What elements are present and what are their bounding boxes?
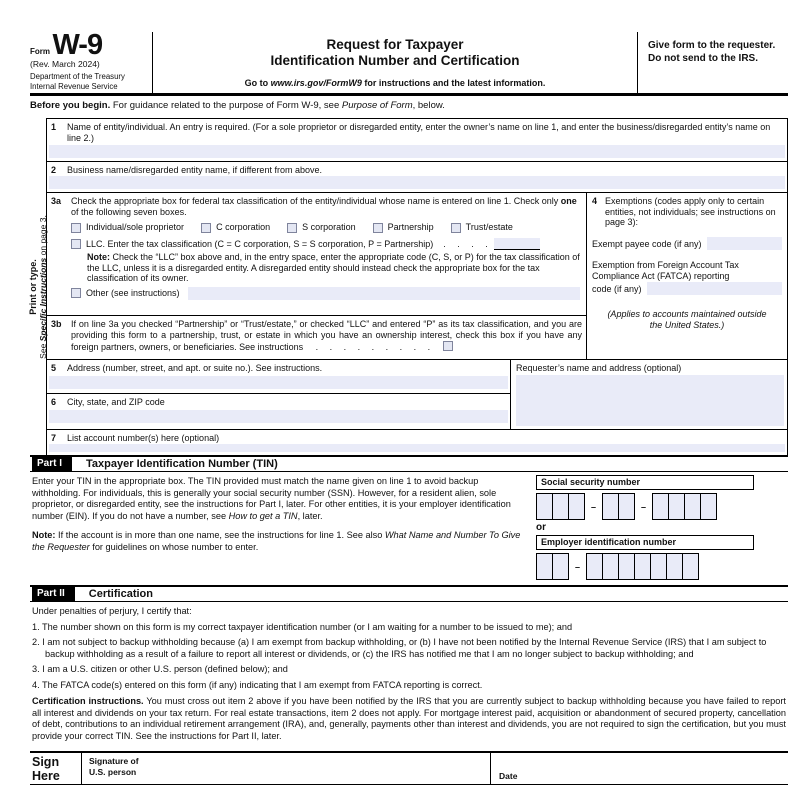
ein-boxes [536, 553, 788, 580]
city-state-zip-input[interactable] [49, 410, 508, 423]
certify-item-1: 1. The number shown on this form is my correct taxpayer identification number (or I am waiting for a number to be issued to me); and [32, 621, 573, 632]
line2-row [47, 162, 787, 193]
line6-label: City, state, and ZIP code [67, 397, 165, 408]
tin-digit-box[interactable] [634, 553, 651, 580]
tin-entry-area [536, 472, 788, 585]
tin-digit-box[interactable] [684, 493, 701, 520]
fatca-code-input[interactable] [647, 282, 782, 295]
goto-line [159, 78, 631, 90]
line2-label: Business name/disregarded entity name, if different from above. [67, 164, 322, 175]
line7-label: List account number(s) here (optional) [67, 433, 220, 443]
trust-estate-checkbox-icon[interactable] [451, 223, 461, 233]
llc-checkbox-icon[interactable] [71, 239, 81, 249]
tin-digit-box[interactable] [650, 553, 667, 580]
account-numbers-input[interactable] [49, 444, 785, 452]
other-label: Other (see instructions) [86, 288, 180, 299]
fatca-label2: code (if any) [592, 283, 642, 294]
tin-digit-box[interactable] [700, 493, 717, 520]
other-checkbox-icon[interactable] [71, 288, 81, 298]
line4-exemptions [587, 193, 787, 359]
tin-digit-box[interactable] [618, 493, 635, 520]
tin-digit-box[interactable] [552, 493, 569, 520]
llc-dot-leader: . . . . [443, 239, 488, 250]
goto-prefix: Go to [244, 78, 271, 88]
line4-label: Exemptions (codes apply only to certain entities, not individuals; see instructions on page 3): [605, 195, 776, 228]
print-or-type-label: Print or type. [28, 258, 38, 315]
tin-digit-box[interactable] [666, 553, 683, 580]
line3a-number: 3a [51, 195, 62, 206]
service-label: Internal Revenue Service [30, 81, 118, 91]
llc-note: Note: Check the “LLC” box above and, in the entry space, enter the appropriate code (C, S, or P) for the tax classification of the LLC, unless it is a disregarded entity. A disregarded entity should instead check the appropriate box for the tax classification of its owner. [87, 252, 580, 284]
tin-digit-box[interactable] [536, 553, 553, 580]
irs-form-link[interactable]: www.irs.gov/FormW9 [270, 78, 362, 88]
ssn-group-2 [602, 493, 635, 520]
line3a-label: Check the appropriate box for federal tax classification of the entity/individual whose name is entered on line 1. Check only one of the following seven boxes. [71, 195, 577, 217]
tin-digit-box[interactable] [668, 493, 685, 520]
partnership-label: Partnership [387, 222, 434, 233]
part2-title: Certification [88, 587, 153, 600]
partnership-checkbox-icon[interactable] [373, 223, 383, 233]
foreign-partners-checkbox-icon[interactable] [443, 341, 453, 351]
line6-row [47, 394, 510, 429]
ein-group-1 [536, 553, 569, 580]
purpose-of-form-ref: Purpose of Form [341, 100, 413, 111]
certify-item-4: 4. The FATCA code(s) entered on this form (if any) indicating that I am exempt from FATCA reporting is correct. [32, 679, 483, 690]
individual-label: Individual/sole proprietor [86, 222, 185, 233]
requester-name-address-input[interactable] [516, 375, 784, 426]
goto-suffix: for instructions and the latest information. [361, 78, 546, 88]
ssn-boxes [536, 493, 788, 520]
certify-item-2: 2. I am not subject to backup withholding because (a) I am exempt from backup withholding, or (b) I have not been notified by the Internal Revenue Service (IRS) that I am subject to backup withholding as a result of a failure to report all interest or dividends, or (c) the IRS has notified me that I am no longer subject to backup withholding; and [32, 637, 767, 659]
ssn-group-3 [652, 493, 717, 520]
tin-digit-box[interactable] [568, 493, 585, 520]
requester-box [511, 360, 787, 429]
tin-digit-box[interactable] [602, 493, 619, 520]
ein-group-2 [586, 553, 699, 580]
date-field[interactable] [490, 753, 788, 784]
line4-number: 4 [592, 195, 598, 206]
line3b-dot-leader: . . . . . . . . . [315, 342, 431, 353]
exempt-payee-label: Exempt payee code (if any) [592, 239, 702, 250]
line7-row [47, 430, 787, 455]
line3b-row [47, 316, 586, 359]
ssn-dash-2: – [641, 501, 647, 512]
line1-number: 1 [51, 122, 57, 132]
line3b-label: If on line 3a you checked “Partnership” or “Trust/estate,” or checked “LLC” and entered “P” as its tax classification, and you are providing this form to a partnership, trust, or estate in which you have an ownership interest, check this box if you have any foreign partners, owners, or beneficiaries. See instructions [71, 318, 582, 353]
s-corp-checkbox-icon[interactable] [287, 223, 297, 233]
line5-number: 5 [51, 363, 57, 374]
line1-row [47, 119, 787, 162]
us-person-label: U.S. person [89, 766, 137, 777]
address-input[interactable] [49, 376, 508, 389]
checkbox-partnership[interactable] [373, 222, 434, 233]
line6-number: 6 [51, 397, 57, 408]
tin-digit-box[interactable] [552, 553, 569, 580]
line5-label: Address (number, street, and apt. or suite no.). See instructions. [67, 363, 323, 374]
checkbox-s-corporation[interactable] [287, 222, 356, 233]
trust-estate-label: Trust/estate [465, 222, 513, 233]
line7-number: 7 [51, 433, 57, 443]
form-title-block [152, 32, 638, 93]
certification-instructions: Certification instructions. You must cross out item 2 above if you have been notified by the IRS that you are currently subject to backup withholding because you have failed to report all interest and dividends on your tax return. For real estate transactions, item 2 does not apply. For mortgage interest paid, acquisition or abandonment of secured property, cancellation of debt, contributions to an individual retirement arrangement (IRA), and, generally, payments other than interest and dividends, you are not required to sign the certification, but you must provide your correct TIN. See the instructions for Part II, later. [32, 696, 786, 741]
tin-digit-box[interactable] [536, 493, 553, 520]
s-corp-label: S corporation [302, 222, 356, 233]
part1-title: Taxpayer Identification Number (TIN) [86, 457, 278, 470]
line2-number: 2 [51, 164, 57, 175]
form-title-line1: Request for Taxpayer [326, 37, 464, 52]
before-you-begin [30, 96, 788, 118]
before-text: For guidance related to the purpose of Form W-9, see [110, 100, 342, 111]
ein-header: Employer identification number [536, 535, 754, 550]
signature-of-label: Signature of [89, 756, 139, 766]
applies-note: (Applies to accounts maintained outside the United States.) [607, 308, 767, 330]
signature-section [30, 751, 788, 785]
ein-dash: – [575, 561, 581, 572]
llc-classification-input[interactable] [494, 238, 540, 250]
side-instructions [30, 118, 46, 455]
ssn-dash-1: – [591, 501, 597, 512]
form-number: W-9 [52, 29, 103, 61]
part2-badge: Part II [32, 587, 75, 601]
individual-checkbox-icon[interactable] [71, 223, 81, 233]
signature-field[interactable] [82, 753, 490, 784]
line1-label: Name of entity/individual. An entry is required. (For a sole proprietor or disregarded entity, enter the owner’s name on line 1, and enter the business/disregarded entity’s name on line 2.) [67, 122, 771, 143]
certification-text [30, 602, 788, 751]
date-label: Date [499, 771, 518, 781]
department-label: Department of the Treasury [30, 72, 125, 82]
or-label: or [536, 522, 546, 533]
part2-header [30, 585, 788, 602]
tin-digit-box[interactable] [682, 553, 699, 580]
form-word: Form [30, 47, 50, 56]
form-revision: (Rev. March 2024) [30, 59, 100, 70]
form-header [30, 29, 788, 96]
tin-digit-box[interactable] [586, 553, 603, 580]
requester-label: Requester’s name and address (optional) [516, 363, 682, 374]
before-label: Before you begin. [30, 100, 111, 111]
c-corp-checkbox-icon[interactable] [201, 223, 211, 233]
fatca-label: Exemption from Foreign Account Tax Compliance Act (FATCA) reporting [592, 260, 739, 281]
name-input[interactable] [49, 145, 785, 158]
entity-info-grid [30, 118, 788, 455]
form-title-line2: Identification Number and Certification [270, 53, 520, 69]
exempt-payee-code-input[interactable] [707, 237, 782, 250]
other-description-input[interactable] [188, 287, 580, 300]
line3a-row [47, 193, 586, 316]
sign-here-label: Sign Here [30, 753, 82, 784]
part1-badge: Part I [32, 457, 72, 471]
business-name-input[interactable] [49, 176, 785, 189]
certify-item-3: 3. I am a U.S. citizen or other U.S. person (defined below); and [32, 664, 288, 674]
give-form-note: Give form to the requester. Do not send to the IRS. [648, 40, 776, 64]
checkbox-individual[interactable] [71, 222, 184, 233]
certify-intro: Under penalties of perjury, I certify that: [32, 606, 192, 616]
tin-digit-box[interactable] [602, 553, 619, 580]
llc-label: LLC. Enter the tax classification (C = C corporation, S = S corporation, P = Partnership) [86, 239, 434, 250]
c-corp-label: C corporation [216, 222, 271, 233]
checkbox-c-corporation[interactable] [201, 222, 270, 233]
line3b-number: 3b [51, 318, 62, 329]
part1-header [30, 455, 788, 472]
tin-digit-box[interactable] [652, 493, 669, 520]
checkbox-trust-estate[interactable] [451, 222, 513, 233]
ssn-group-1 [536, 493, 585, 520]
line5-row [47, 360, 510, 394]
before-text-end: , below. [412, 100, 445, 111]
ssn-header: Social security number [536, 475, 754, 490]
tin-digit-box[interactable] [618, 553, 635, 580]
see-instructions-label: See Specific Instructions on page 3. [38, 214, 48, 359]
form-id-block [30, 29, 152, 93]
part1-instructions: Enter your TIN in the appropriate box. The TIN provided must match the name given on line 1 to avoid backup withholding. For individuals, this is generally your social security number (SSN). However, for a resident alien, sole proprietor, or disregarded entity, see the instructions for Part I, later. For other entities, it is your employer identification number (EIN). If you do not have a number, see How to get a TIN, later. Note: If the account is in more than one name, see the instructions for line 1. See also What Name and Number To Give the Requester for guidelines on whose number to enter. [32, 476, 521, 552]
